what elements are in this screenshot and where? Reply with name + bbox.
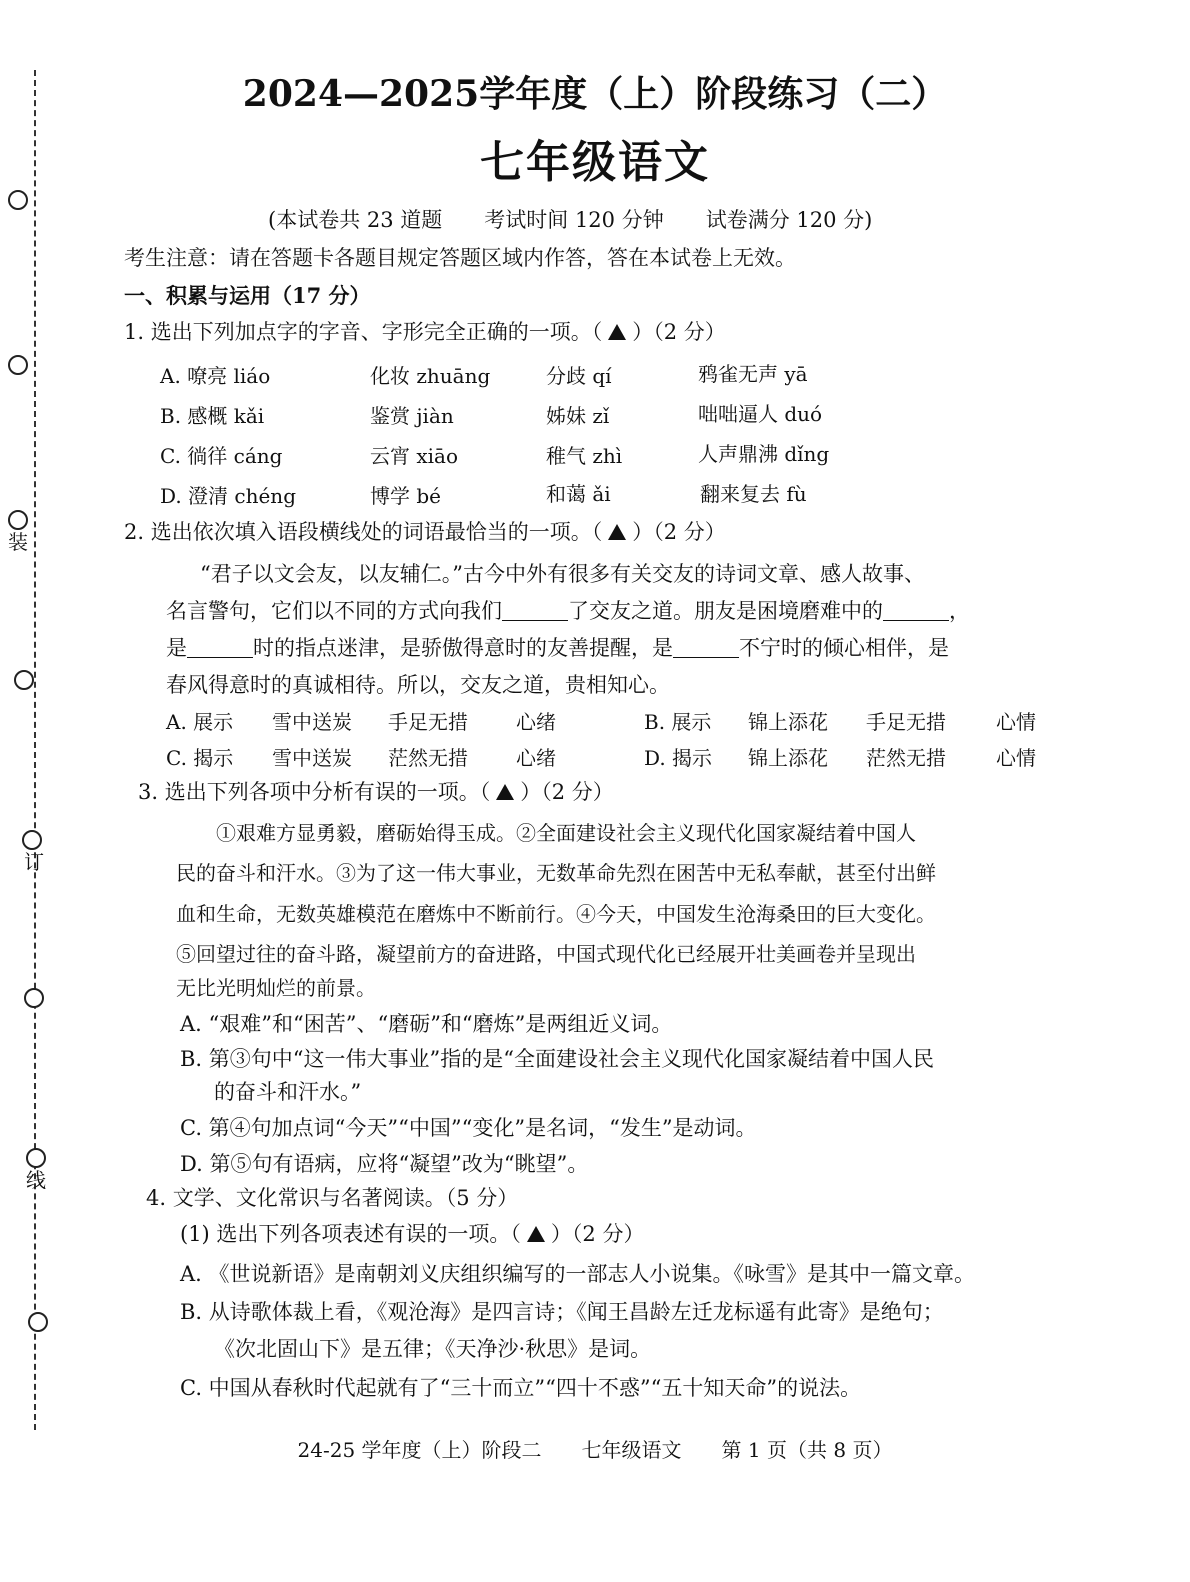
q1-option: 姊妹 zǐ bbox=[546, 404, 610, 428]
q2-option: 锦上添花 bbox=[748, 746, 828, 770]
q2-option: A. 展示 bbox=[166, 710, 234, 734]
q2-text: 不宁时的倾心相伴，是 bbox=[739, 636, 949, 660]
q2-text: 名言警句，它们以不同的方式向我们 bbox=[166, 599, 502, 623]
q3-passage-line: ⑤回望过往的奋斗路，凝望前方的奋进路，中国式现代化已经展开壮美画卷并呈现出 bbox=[176, 942, 916, 966]
q2-passage-line bbox=[166, 595, 970, 625]
q2-text: 了交友之道。朋友是困境磨难中的 bbox=[568, 599, 883, 623]
q1-option: 稚气 zhì bbox=[546, 444, 623, 468]
q2-option: 心情 bbox=[996, 710, 1036, 734]
q2-option: 心情 bbox=[996, 746, 1036, 770]
binding-hole bbox=[28, 1312, 48, 1332]
q1-option: D. 澄清 chéng bbox=[160, 484, 296, 508]
page-footer: 24-25 学年度（上）阶段二 七年级语文 第 1 页（共 8 页） bbox=[297, 1438, 893, 1462]
q4-option-b: B. 从诗歌体裁上看，《观沧海》是四言诗；《闻王昌龄左迁龙标遥有此寄》是绝句； bbox=[180, 1300, 944, 1324]
q1-option: 化妆 zhuāng bbox=[370, 364, 491, 388]
q1-option: A. 嘹亮 liáo bbox=[160, 364, 271, 388]
q2-option: 手足无措 bbox=[388, 710, 468, 734]
margin-label-ding: 订 bbox=[24, 850, 44, 874]
answer-triangle-icon bbox=[527, 1226, 545, 1242]
answer-triangle-icon bbox=[608, 524, 626, 540]
q1-option: 翻来复去 fù bbox=[700, 482, 807, 506]
q2-stem-score: ）（2 分） bbox=[632, 520, 726, 544]
q2-stem bbox=[124, 516, 726, 546]
exam-title: 2024—2025学年度（上）阶段练习（二） bbox=[242, 73, 948, 115]
exam-notice: 考生注意：请在答题卡各题目规定答题区域内作答，答在本试卷上无效。 bbox=[124, 246, 796, 270]
q4-sub1-text: (1) 选出下列各项表述有误的一项。（ bbox=[180, 1222, 521, 1246]
q2-passage-line: 春风得意时的真诚相待。所以，交友之道，贵相知心。 bbox=[166, 673, 670, 697]
q3-option-b: B. 第③句中“这一伟大事业”指的是“全面建设社会主义现代化国家凝结着中国人民 bbox=[180, 1047, 934, 1071]
q2-option: 心绪 bbox=[516, 746, 556, 770]
fill-blank bbox=[673, 639, 739, 658]
q1-option: 人声鼎沸 dǐng bbox=[698, 442, 830, 466]
q1-option: 和蔼 ǎi bbox=[546, 482, 611, 506]
q4-sub1-stem bbox=[180, 1218, 644, 1248]
q4-option-b-cont: 《次北固山下》是五律；《天净沙·秋思》是词。 bbox=[214, 1337, 652, 1361]
section-title: 一、积累与运用（17 分） bbox=[124, 283, 371, 308]
exam-info: (本试卷共 23 道题 考试时间 120 分钟 试卷满分 120 分) bbox=[268, 208, 873, 232]
q1-option: C. 徜徉 cáng bbox=[160, 444, 283, 468]
q1-stem bbox=[124, 316, 726, 346]
q3-stem-score: ）（2 分） bbox=[520, 780, 614, 804]
subject-title: 七年级语文 bbox=[480, 137, 710, 188]
q1-option: B. 感概 kǎi bbox=[160, 404, 265, 428]
q2-option: 雪中送炭 bbox=[272, 710, 352, 734]
binding-hole bbox=[8, 190, 28, 210]
q1-option: 分歧 qí bbox=[546, 364, 612, 388]
q2-stem-text: 2. 选出依次填入语段横线处的词语最恰当的一项。（ bbox=[124, 520, 603, 544]
q2-option: 茫然无措 bbox=[388, 746, 468, 770]
binding-hole bbox=[24, 988, 44, 1008]
q3-stem-text: 3. 选出下列各项中分析有误的一项。（ bbox=[138, 780, 491, 804]
q1-option: 云宵 xiāo bbox=[370, 444, 458, 468]
fill-blank bbox=[883, 602, 949, 621]
q2-option: D. 揭示 bbox=[644, 746, 713, 770]
q3-stem bbox=[138, 776, 614, 806]
q2-passage-line: “君子以文会友，以友辅仁。”古今中外有很多有关交友的诗词文章、感人故事、 bbox=[200, 562, 925, 586]
q3-option-d: D. 第⑤句有语病，应将“凝望”改为“眺望”。 bbox=[180, 1152, 589, 1176]
answer-triangle-icon bbox=[496, 784, 514, 800]
q2-text: ， bbox=[949, 599, 970, 623]
q3-passage-line: 民的奋斗和汗水。③为了这一伟大事业，无数革命先烈在困苦中无私奉献，甚至付出鲜 bbox=[176, 861, 936, 885]
q2-text: 是 bbox=[166, 636, 187, 660]
binding-hole bbox=[8, 510, 28, 530]
q3-passage-line: 无比光明灿烂的前景。 bbox=[176, 976, 376, 1000]
q2-option: 手足无措 bbox=[866, 710, 946, 734]
q1-option: 咄咄逼人 duó bbox=[698, 402, 823, 426]
q4-stem: 4. 文学、文化常识与名著阅读。（5 分） bbox=[146, 1186, 519, 1210]
q2-passage-line bbox=[166, 632, 949, 662]
binding-dashed-line bbox=[34, 70, 36, 1430]
binding-hole bbox=[14, 670, 34, 690]
q4-sub1-score: ）（2 分） bbox=[550, 1222, 645, 1246]
binding-hole bbox=[26, 1148, 46, 1168]
margin-label-xian: 线 bbox=[26, 1168, 46, 1192]
q2-option: 心绪 bbox=[516, 710, 556, 734]
fill-blank bbox=[187, 639, 253, 658]
q3-passage-line: ①艰难方显勇毅，磨砺始得玉成。②全面建设社会主义现代化国家凝结着中国人 bbox=[216, 821, 916, 845]
q2-option: 锦上添花 bbox=[748, 710, 828, 734]
q1-option: 鸦雀无声 yā bbox=[698, 362, 808, 386]
q3-passage-line: 血和生命，无数英雄模范在磨炼中不断前行。④今天，中国发生沧海桑田的巨大变化。 bbox=[176, 902, 936, 926]
q2-option: 茫然无措 bbox=[866, 746, 946, 770]
answer-triangle-icon bbox=[608, 324, 626, 340]
binding-hole bbox=[22, 830, 42, 850]
q1-option: 鉴赏 jiàn bbox=[370, 404, 454, 428]
fill-blank bbox=[502, 602, 568, 621]
binding-hole bbox=[8, 355, 28, 375]
q4-option-c: C. 中国从春秋时代起就有了“三十而立”“四十不惑”“五十知天命”的说法。 bbox=[180, 1376, 862, 1400]
margin-label-zhuang: 装 bbox=[8, 530, 28, 554]
q3-option-b-cont: 的奋斗和汗水。” bbox=[214, 1080, 362, 1104]
q2-option: B. 展示 bbox=[644, 710, 712, 734]
q3-option-a: A. “艰难”和“困苦”、“磨砺”和“磨炼”是两组近义词。 bbox=[180, 1012, 673, 1036]
q2-option: 雪中送炭 bbox=[272, 746, 352, 770]
q2-option: C. 揭示 bbox=[166, 746, 234, 770]
q4-option-a: A. 《世说新语》是南朝刘义庆组织编写的一部志人小说集。《咏雪》是其中一篇文章。 bbox=[180, 1262, 976, 1286]
q1-option: 博学 bé bbox=[370, 484, 441, 508]
q2-text: 时的指点迷津，是骄傲得意时的友善提醒，是 bbox=[253, 636, 673, 660]
q3-option-c: C. 第④句加点词“今天”“中国”“变化”是名词，“发生”是动词。 bbox=[180, 1116, 757, 1140]
q1-stem-score: ）（2 分） bbox=[632, 320, 726, 344]
q1-stem-text: 1. 选出下列加点字的字音、字形完全正确的一项。（ bbox=[124, 320, 603, 344]
